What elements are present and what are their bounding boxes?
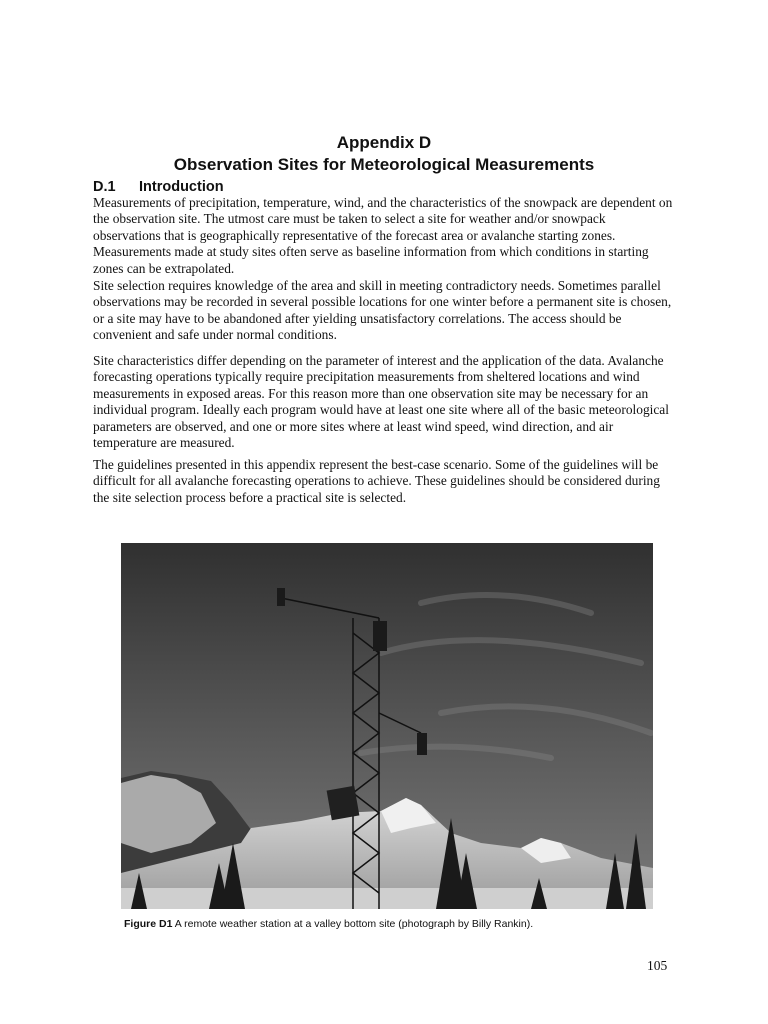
paragraph-4: The guidelines presented in this appendix represent the best-case scenario. Some of the guidelines will be difficult for all avalanche forecasting operations to achieve. These guidelines should be considered during the site selection process before a practical site is selected. xyxy=(93,457,660,505)
weather-station-illustration xyxy=(121,543,653,909)
paragraph-2: Site selection requires knowledge of the area and skill in meeting contradictory needs. Sometimes parallel observations may be recorded in several possible locations for one winter before a permanent site is chosen, or a site may have to be abandoned after yielding unsatisfactory correlations. The access should be convenient and safe under normal conditions. xyxy=(93,278,672,343)
paragraph-1: Measurements of precipitation, temperature, wind, and the characteristics of the snowpack are dependent on the observation site. The utmost care must be taken to select a site for weather and/or snowpack observations that is geographically representative of the forecast area or avalanche starting zones. Measurements made at study sites often serve as baseline information from which conditions in starting zones can be extrapolated. xyxy=(93,195,673,276)
snow-ground xyxy=(121,888,653,909)
appendix-title: Observation Sites for Meteorological Measurements xyxy=(173,155,595,174)
solar-panel xyxy=(327,786,360,820)
section-number: D.1 xyxy=(93,179,116,195)
figure-caption xyxy=(124,918,533,930)
appendix-label: Appendix D xyxy=(336,133,432,152)
page-number: 105 xyxy=(647,958,668,973)
section-heading xyxy=(93,179,224,195)
section-title: Introduction xyxy=(139,179,224,195)
figure-label: Figure D1 xyxy=(124,918,173,930)
weather-station-photo xyxy=(121,543,653,909)
paragraph-3: Site characteristics differ depending on the parameter of interest and the application of the data. Avalanche forecasting operations typically require precipitation measurements from sheltered locations and wind measurements in exposed areas. For this reason more than one observation site may be necessary for an individual program. Ideally each program would have at least one site where all of the basic meteorological parameters are observed, and one or more sites where at least wind speed, wind direction, and air temperature are measured. xyxy=(93,353,669,451)
figure-caption-text: A remote weather station at a valley bottom site (photograph by Billy Rankin). xyxy=(174,918,534,930)
